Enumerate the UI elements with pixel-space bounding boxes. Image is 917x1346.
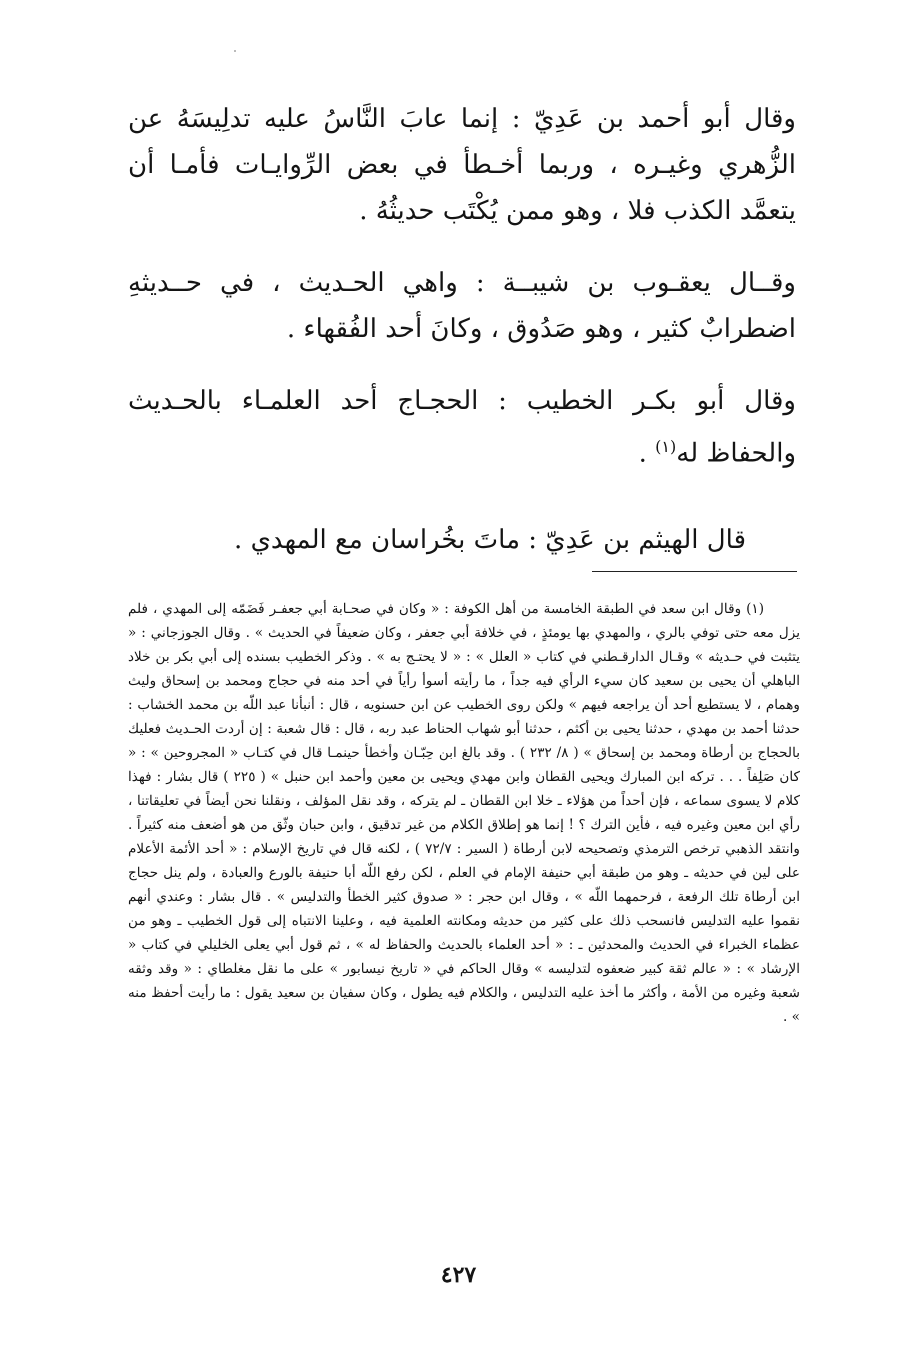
paragraph-yaqub-ibn-shayba: وقــال يعقـوب بن شيبــة : واهي الحـديث ، في حــديثهِ اضطرابٌ كثير ، وهو صَدُوق ، وكانَ أحد الفُقهاء .: [128, 268, 796, 344]
paragraph-al-khatib: [128, 378, 796, 477]
paragraph-al-khatib-text: وقال أبو بكـر الخطيب : الحجـاج أحد العلمـاء بالحـديث والحفاظ له: [128, 386, 796, 469]
footnote-reference: (١): [655, 437, 677, 456]
page-number: ٤٢٧: [440, 1262, 477, 1288]
footnote-1: (١) وقال ابن سعد في الطبقة الخامسة من أهل الكوفة : « وكان في صحـابة أبي جعفـر فَضَمّه إلى المهدي ، فلم يزل معه حتى توفي بالري ، والمهدي بها يومئذٍ ، في خلافة أبي جعفر ، وكان ضعيفاً في الحديث » . وقال الجوزجاني : « يتثبت في حـديثه » وقـال الدارقـطني في كتاب « العلل » : « لا يحتـج به » . وذكر الخطيب بسنده إلى أبي بكر بن خلاد الباهلي أن يحيى بن سعيد كان سيء الرأي فيه جداً ، ما رأيته أسوأ رأياً في أحد منه في حجاج ومحمد بن إسحاق وليث وهمام ، لا يستطيع أحد أن يراجعه فيهم » ولكن روى الخطيب عن ابن حسنويه ، قال : أنبأنا عبد اللّه بن محمد الخشاب : حدثنا أحمد بن مهدي ، حدثنا يحيى بن أكثم ، حدثنا أبو شهاب الحناط عبد ربه ، قال : قال شعبة : إن أردت الحـديث فعليك بالحجاج بن أرطاة ومحمد بن إسحاق » ( ٨/ ٢٣٢ ) . وقد بالغ ابن حِبّـان وأخطأ حينمـا قال في كتـاب « المجروحين » : « كان صَلِفاً . . . تركه ابن المبارك ويحيى القطان وابن مهدي ويحيى بن معين وأحمد ابن حنبل » ( ٢٢٥ ) قال بشار : فهذا كلام لا يسوى سماعه ، فإن أحداً من هؤلاء ـ خلا ابن القطان ـ لم يتركه ، وقد نقل المؤلف ، ونقلنا نحن أيضاً في تعليقاتنا ، رأي ابن معين وغيره فيه ، فأين الترك ؟ ! إنما هو إطلاق الكلام من غير تدقيق ، وابن حبان وثّق من هو أضعف منه كثيراً . وانتقد الذهبي ترخص الترمذي وتصحيحه لابن أرطاة ( السير : ٧٢/٧ ) ، لكنه قال في تاريخ الإسلام : « أحد الأئمة الأعلام على لين في حديثه ـ وهو من طبقة أبي حنيفة الإمام في العلم ، لكن رفع اللّه أبا حنيفة بالورع والعبادة ، ولم ينل حجاج ابن أرطاة تلك الرفعة ، فرحمهما اللّه » ، وقال ابن حجر : « صدوق كثير الخطأ والتدليس » . قال بشار : وعندي أنهم نقموا عليه التدليس فانسحب ذلك على كثير من حديثه ومكانته العلمية فيه ، وعلينا الانتباه إلى قول الخطيب ـ وهو من عظماء الخبراء في الحديث والمحدثين ـ : « أحد العلماء بالحديث والحفاظ له » ، ثم قول أبي يعلى الخليلي في كتاب « الإرشاد » : « عالم ثقة كبير ضعفوه لتدليسه » وقال الحاكم في « تاريخ نيسابور » على ما نقل مغلطاي : « وقد وثقه شعبة وغيره من الأمة ، وأكثر ما أخذ عليه التدليس ، والكلام فيه يطول ، وكان سفيان بن سعيد يقول : ما رأيت أحفظ منه » .: [128, 601, 800, 1025]
footnotes: [128, 597, 800, 1029]
main-text: [128, 96, 796, 589]
paragraph-al-khatib-end: .: [638, 438, 656, 469]
paragraph-ibn-adi: وقال أبو أحمد بن عَدِيّ : إنما عابَ النَّاسُ عليه تدلِيسَهُ عن الزُّهري وغيـره ، وربما أخـطأ في بعض الرِّوايـات فأمـا أن يتعمَّد الكذب فلا ، وهو ممن يُكْتَب حديثُهُ .: [128, 104, 796, 226]
footnote-separator: [592, 571, 797, 572]
paragraph-al-haytham: قال الهيثم بن عَدِيّ : ماتَ بخُراسان مع المهدي .: [234, 524, 746, 555]
paper-speck: [234, 50, 236, 52]
